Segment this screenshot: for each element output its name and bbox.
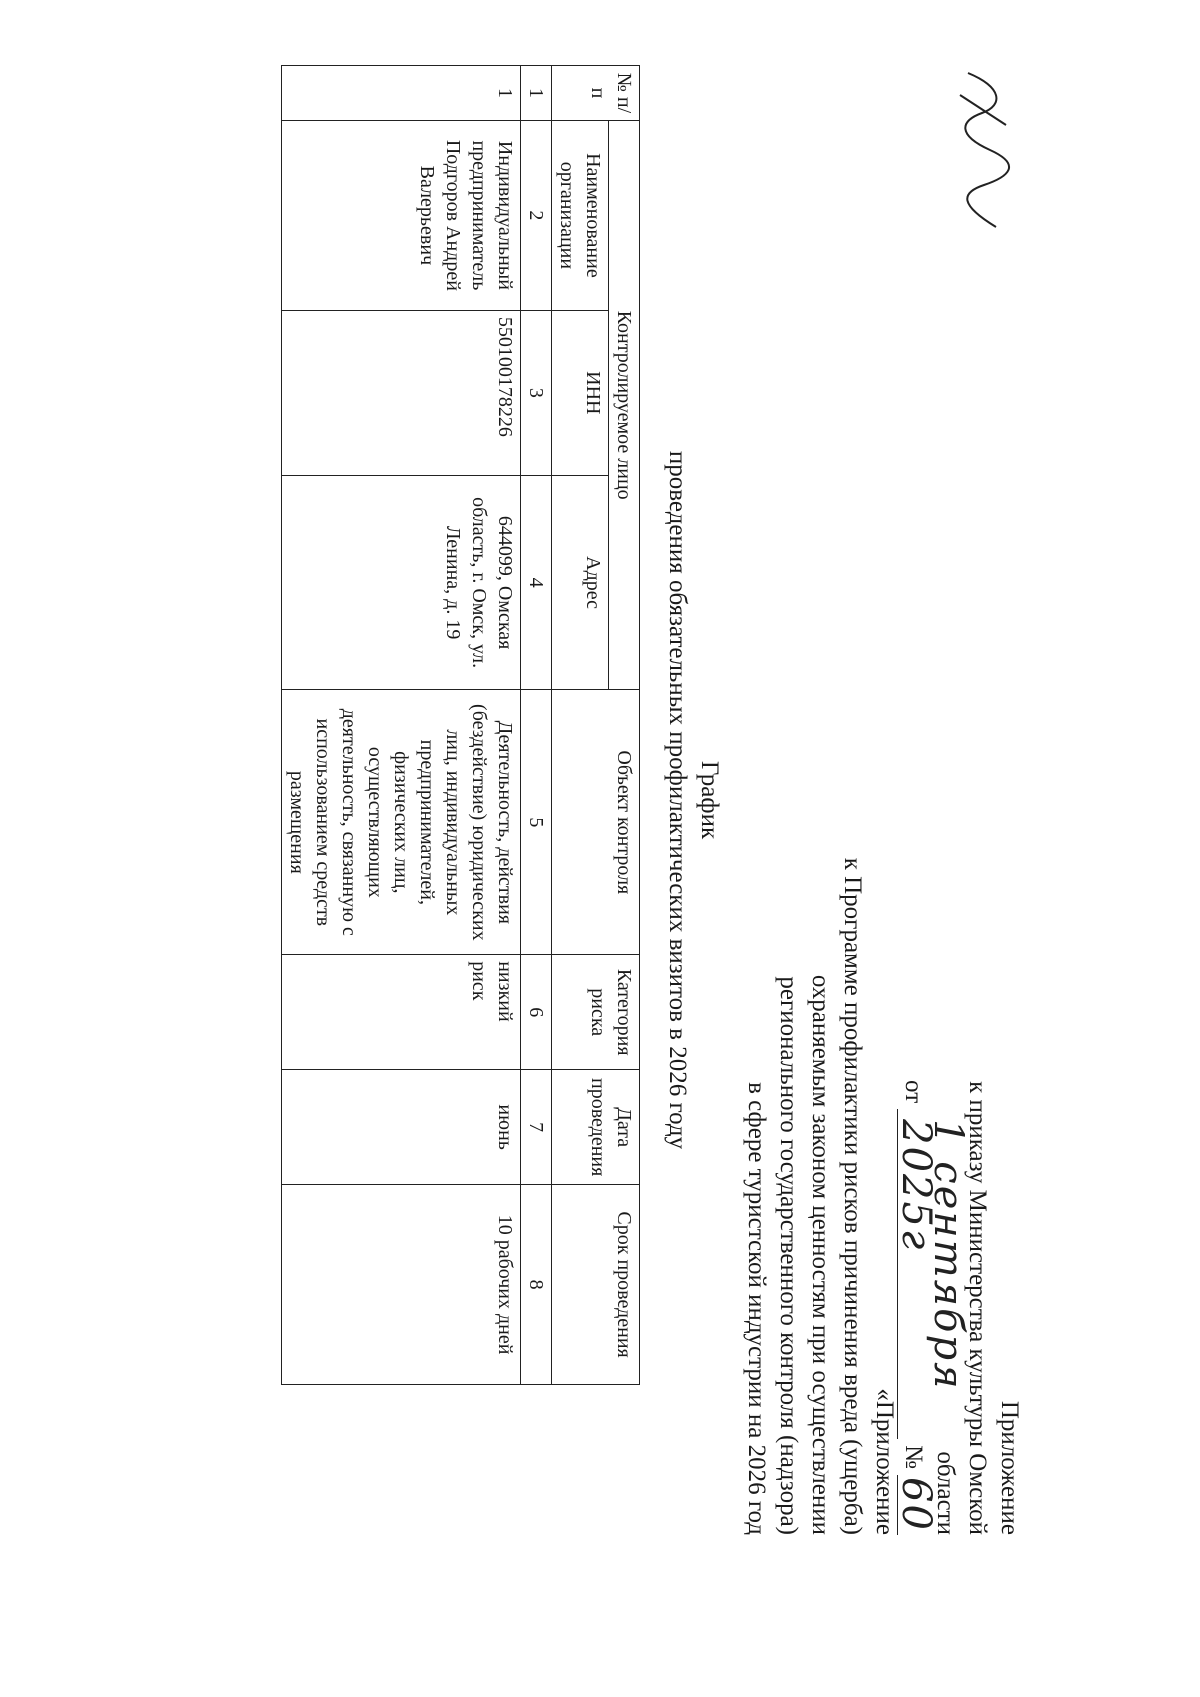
header-num: № п/п — [552, 66, 640, 121]
column-number: 6 — [521, 955, 552, 1070]
column-number: 8 — [521, 1185, 552, 1385]
risk-category-cell: низкий риск — [282, 955, 521, 1070]
column-number: 4 — [521, 475, 552, 690]
header-org-name: Наименование организации — [552, 120, 609, 310]
table-row — [282, 66, 521, 1385]
column-number-row — [521, 66, 552, 1385]
document-title — [661, 25, 725, 1575]
column-number: 7 — [521, 1070, 552, 1185]
appendix-title: Приложение — [996, 1400, 1023, 1535]
rotated-page — [30, 25, 1030, 1575]
header-risk-category: Категория риска — [552, 955, 640, 1070]
row-num: 1 — [282, 66, 521, 121]
column-number: 1 — [521, 66, 552, 121]
control-object-cell: Деятельность, действия (бездействие) юридических лиц, индивидуальных предпринимателей, физических лиц, осуществляющих деятельность, связанную с использованием средств размещения — [282, 690, 521, 955]
column-number: 2 — [521, 120, 552, 310]
header-duration: Срок проведения — [552, 1185, 640, 1385]
signature-icon — [952, 65, 1012, 235]
program-line-4: регионального государственного контроля (надзора) — [775, 976, 802, 1535]
program-line-2: к Программе профилактики рисков причинения вреда (ущерба) — [839, 857, 866, 1535]
number-prefix: № — [900, 1445, 927, 1469]
duration-cell: 10 рабочих дней — [282, 1185, 521, 1385]
column-number: 3 — [521, 310, 552, 475]
program-reference — [740, 775, 900, 1535]
header-visit-date: Дата проведения — [552, 1070, 640, 1185]
appendix-order-ref: к приказу Министерства культуры Омской области — [932, 1081, 991, 1535]
header-address: Адрес — [552, 475, 609, 690]
appendix-header — [893, 1015, 1025, 1535]
number-field — [893, 1475, 939, 1535]
date-field — [893, 1109, 971, 1439]
program-line-1: «Приложение — [871, 1388, 898, 1535]
program-line-3: охраняемым законом ценностям при осуществлении — [807, 974, 834, 1535]
org-name-cell: Индивидуальный предприниматель Подгоров Андрей Валерьевич — [282, 120, 521, 310]
date-prefix: от — [900, 1080, 927, 1104]
handwritten-number: 60 — [893, 1477, 939, 1532]
header-control-object: Объект контроля — [552, 690, 640, 955]
handwritten-date: 1 сентября 2025г — [893, 1119, 971, 1391]
title-line-1: График — [696, 760, 723, 840]
column-number: 5 — [521, 690, 552, 955]
visit-date-cell: июнь — [282, 1070, 521, 1185]
program-line-5: в сфере туристской индустрии на 2026 год — [743, 1082, 770, 1535]
address-cell: 644099, Омская область, г. Омск, ул. Ленина, д. 19 — [282, 475, 521, 690]
inn-cell: 550100178226 — [282, 310, 521, 475]
header-row-1 — [609, 66, 640, 1385]
visit-schedule-table — [281, 65, 640, 1385]
header-inn: ИНН — [552, 310, 609, 475]
title-line-2: проведения обязательных профилактических визитов в 2026 году — [664, 450, 691, 1150]
header-controlled-person: Контролируемое лицо — [609, 120, 640, 690]
